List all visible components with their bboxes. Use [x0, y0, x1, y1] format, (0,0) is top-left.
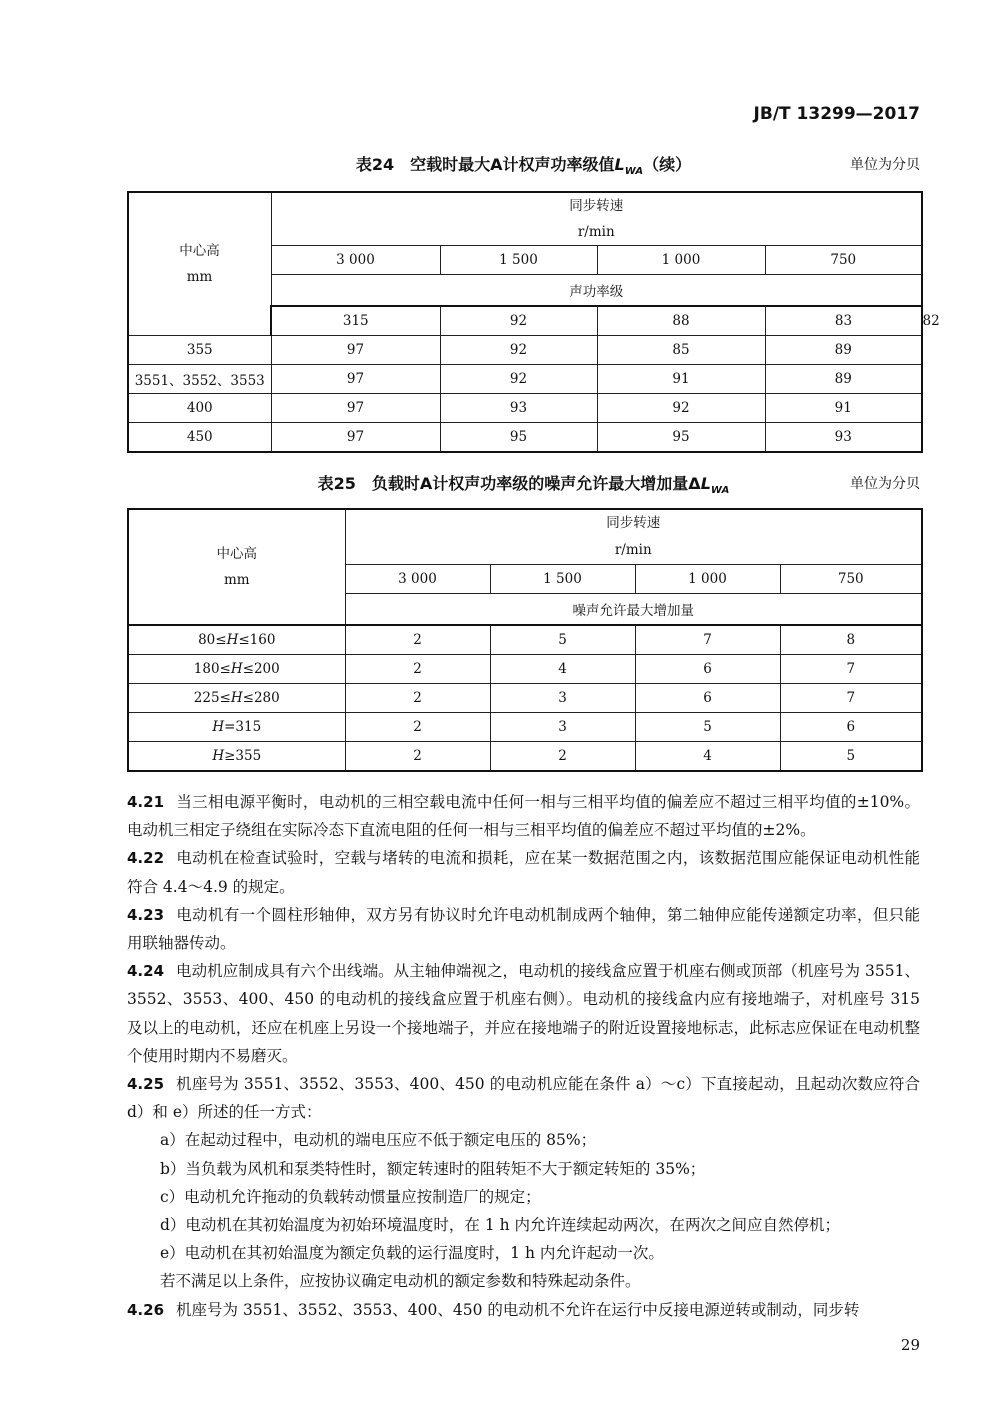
table24-cell: 89	[765, 365, 922, 394]
table24-unit: 单位为分贝	[850, 157, 920, 173]
table25-cell: 2	[345, 684, 490, 713]
label-variable: H	[230, 690, 243, 706]
label-part: 180≤	[193, 661, 231, 677]
table24-cell: 85	[597, 336, 765, 365]
table24-cell: 93	[440, 394, 597, 423]
label-part: =315	[224, 719, 262, 735]
table24-cell: 97	[271, 394, 440, 423]
table25-row-label	[128, 684, 345, 713]
table25-speed-header: 750	[780, 565, 922, 594]
table25-row-label	[128, 713, 345, 742]
table25-cell: 2	[345, 625, 490, 655]
clause-4-25	[127, 1070, 920, 1126]
table-row	[128, 423, 922, 453]
table25-cell: 7	[635, 625, 780, 655]
table24-group-header	[271, 192, 922, 246]
table25-group-header	[345, 509, 922, 565]
table24-cell: 95	[597, 423, 765, 453]
clause-number: 4.23	[127, 905, 165, 924]
table25-cell: 6	[780, 713, 922, 742]
table25-row-label	[128, 655, 345, 684]
clauses-section	[127, 788, 920, 1324]
label-variable: H	[212, 719, 225, 735]
table24-cell: 88	[597, 306, 765, 336]
table25-title-sub: WA	[710, 485, 730, 497]
table25-cell: 6	[635, 655, 780, 684]
clause-4-22	[127, 844, 920, 900]
table24-group-unit: r/min	[577, 224, 615, 240]
table25-cell: 2	[490, 742, 635, 772]
table25-speed-header: 3 000	[345, 565, 490, 594]
table25-cell: 8	[780, 625, 922, 655]
clause-number: 4.22	[127, 849, 165, 868]
table24-cell: 92	[440, 306, 597, 336]
standard-code: JB/T 13299—2017	[753, 104, 920, 124]
label-part: 225≤	[193, 690, 231, 706]
table25-cell: 4	[490, 655, 635, 684]
table24-title-symbol: L	[614, 155, 625, 174]
table24-cell: 97	[271, 423, 440, 453]
table24-value-header: 声功率级	[271, 275, 922, 307]
table-row	[128, 336, 922, 365]
table25-cell: 7	[780, 684, 922, 713]
list-item: a）在起动过程中，电动机的端电压应不低于额定电压的 85%；	[160, 1131, 597, 1150]
table24-cell: 97	[271, 336, 440, 365]
table24-row-header-unit: mm	[186, 269, 213, 285]
table24-cell: 83	[765, 306, 922, 336]
table24-cell: 92	[440, 365, 597, 394]
table24-row-label: 400	[128, 394, 271, 423]
table25-title-symbol: L	[700, 474, 711, 493]
clause-number: 4.21	[127, 793, 165, 811]
table25-row-header-unit: mm	[223, 572, 250, 588]
table25-cell: 2	[345, 713, 490, 742]
table24-row-label: 355	[128, 336, 271, 365]
table24-title-suffix: （续）	[643, 155, 692, 174]
clause-number: 4.26	[127, 1300, 165, 1319]
table-row	[128, 394, 922, 423]
table24-group-title: 同步转速	[569, 198, 624, 214]
clause-4-26	[127, 1296, 920, 1324]
table24-cell: 97	[271, 365, 440, 394]
table25-value-header: 噪声允许最大增加量	[345, 594, 922, 626]
label-part: 80≤	[198, 632, 227, 648]
table25-row-label	[128, 742, 345, 772]
list-item: e）电动机在其初始温度为额定负载的运行温度时，1 h 内允许起动一次。	[160, 1244, 664, 1263]
table-row	[128, 713, 922, 742]
table25-cell: 5	[635, 713, 780, 742]
label-part: ≤160	[238, 632, 276, 648]
table25-cell: 7	[780, 655, 922, 684]
table24-cell: 91	[597, 365, 765, 394]
table25-speed-header: 1 000	[635, 565, 780, 594]
table24-cell: 92	[597, 394, 765, 423]
clause-text: 机座号为 3551、3552、3553、400、450 的电动机不允许在运行中反接电源逆转或制动，同步转	[176, 1300, 860, 1319]
table25-row-label	[128, 625, 345, 655]
table24-row-label: 450	[128, 423, 271, 453]
table24-speed-header: 750	[765, 246, 922, 275]
table-row	[128, 625, 922, 655]
table24-cell: 92	[440, 336, 597, 365]
table25-row-header	[128, 509, 345, 625]
clause-4-21	[127, 788, 920, 844]
label-part: ≥355	[224, 748, 262, 764]
clause-4-24	[127, 957, 920, 1070]
clause-text: 机座号为 3551、3552、3553、400、450 的电动机应能在条件 a）～c）下直接起动，且起动次数应符合 d）和 e）所述的任一方式：	[127, 1075, 920, 1122]
table24-row-label: 315	[271, 306, 440, 336]
table-row	[128, 655, 922, 684]
clause-number: 4.25	[127, 1075, 165, 1094]
label-variable: H	[230, 661, 243, 677]
table25-group-unit: r/min	[614, 542, 652, 558]
table-row	[128, 365, 922, 394]
clause-number: 4.24	[127, 962, 165, 981]
table24-speed-header: 3 000	[271, 246, 440, 275]
table24-row-header-name: 中心高	[179, 243, 220, 259]
label-variable: H	[212, 748, 225, 764]
table24-caption	[127, 153, 920, 177]
clause-text: 电动机应制成具有六个出线端。从主轴伸端视之，电动机的接线盒应置于机座右侧或顶部（机座号为 3551、3552、3553、400、450 的电动机的接线盒应置于机座右侧）。电动机的接线盒内应有接地端子，对机座号 315 及以上的电动机，还应在机座上另设一个接地端子，并应在接地端子的附近设置接地标志，此标志应保证在电动机整个使用时期内不易磨灭。	[127, 962, 920, 1065]
list-item: d）电动机在其初始温度为初始环境温度时，在 1 h 内允许连续起动两次，在两次之间应自然停机；	[160, 1216, 841, 1235]
table24-title-sub: WA	[624, 166, 644, 178]
label-part: ≤200	[242, 661, 280, 677]
table24-title-prefix: 表24 空载时最大A计权声功率级值	[355, 155, 615, 174]
table25-title-prefix: 表25 负载时A计权声功率级的噪声允许最大增加量Δ	[317, 474, 701, 493]
clause-text: 电动机在检查试验时，空载与堵转的电流和损耗，应在某一数据范围之内，该数据范围应能保证电动机性能符合 4.4～4.9 的规定。	[127, 849, 920, 896]
table25-title	[127, 472, 920, 503]
table-row	[128, 742, 922, 772]
clause-4-23	[127, 901, 920, 957]
table25-cell: 5	[490, 625, 635, 655]
table25	[127, 508, 923, 772]
table25-speed-header: 1 500	[490, 565, 635, 594]
clause-text: 当三相电源平衡时，电动机的三相空载电流中任何一相与三相平均值的偏差应不超过三相平均值的±10%。电动机三相定子绕组在实际冷态下直流电阻的任何一相与三相平均值的偏差应不超过平均值的±2%。	[127, 793, 920, 840]
table24-cell: 95	[440, 423, 597, 453]
table24-row-header	[128, 192, 271, 336]
page-number: 29	[900, 1336, 920, 1354]
table24-row-label: 3551、3552、3553	[128, 365, 271, 394]
label-variable: H	[226, 632, 239, 648]
clause-text: 电动机有一个圆柱形轴伸，双方另有协议时允许电动机制成两个轴伸，第二轴伸应能传递额定功率，但只能用联轴器传动。	[127, 905, 920, 953]
table24	[127, 191, 940, 453]
table24-title	[127, 153, 920, 184]
list-item: b）当负载为风机和泵类特性时，额定转速时的阻转矩不大于额定转矩的 35%；	[160, 1159, 706, 1178]
table25-caption	[127, 472, 920, 496]
table25-unit: 单位为分贝	[850, 476, 920, 492]
table24-speed-header: 1 500	[440, 246, 597, 275]
table25-cell: 3	[490, 713, 635, 742]
table25-cell: 2	[345, 655, 490, 684]
table25-cell: 4	[635, 742, 780, 772]
label-part: ≤280	[242, 690, 280, 706]
table25-group-title: 同步转速	[606, 515, 661, 531]
table25-cell: 2	[345, 742, 490, 772]
list-item: c）电动机允许拖动的负载转动惯量应按制造厂的规定；	[160, 1187, 541, 1206]
table25-row-header-name: 中心高	[216, 546, 257, 562]
table24-speed-header: 1 000	[597, 246, 765, 275]
table25-cell: 6	[635, 684, 780, 713]
list-item: 若不满足以上条件，应按协议确定电动机的额定参数和特殊起动条件。	[160, 1272, 641, 1291]
table24-cell: 91	[765, 394, 922, 423]
table-row: 315 92 88 83 82	[128, 306, 922, 336]
table25-cell: 3	[490, 684, 635, 713]
table25-cell: 5	[780, 742, 922, 772]
table-row	[128, 684, 922, 713]
table24-cell: 93	[765, 423, 922, 453]
table24-cell: 89	[765, 336, 922, 365]
